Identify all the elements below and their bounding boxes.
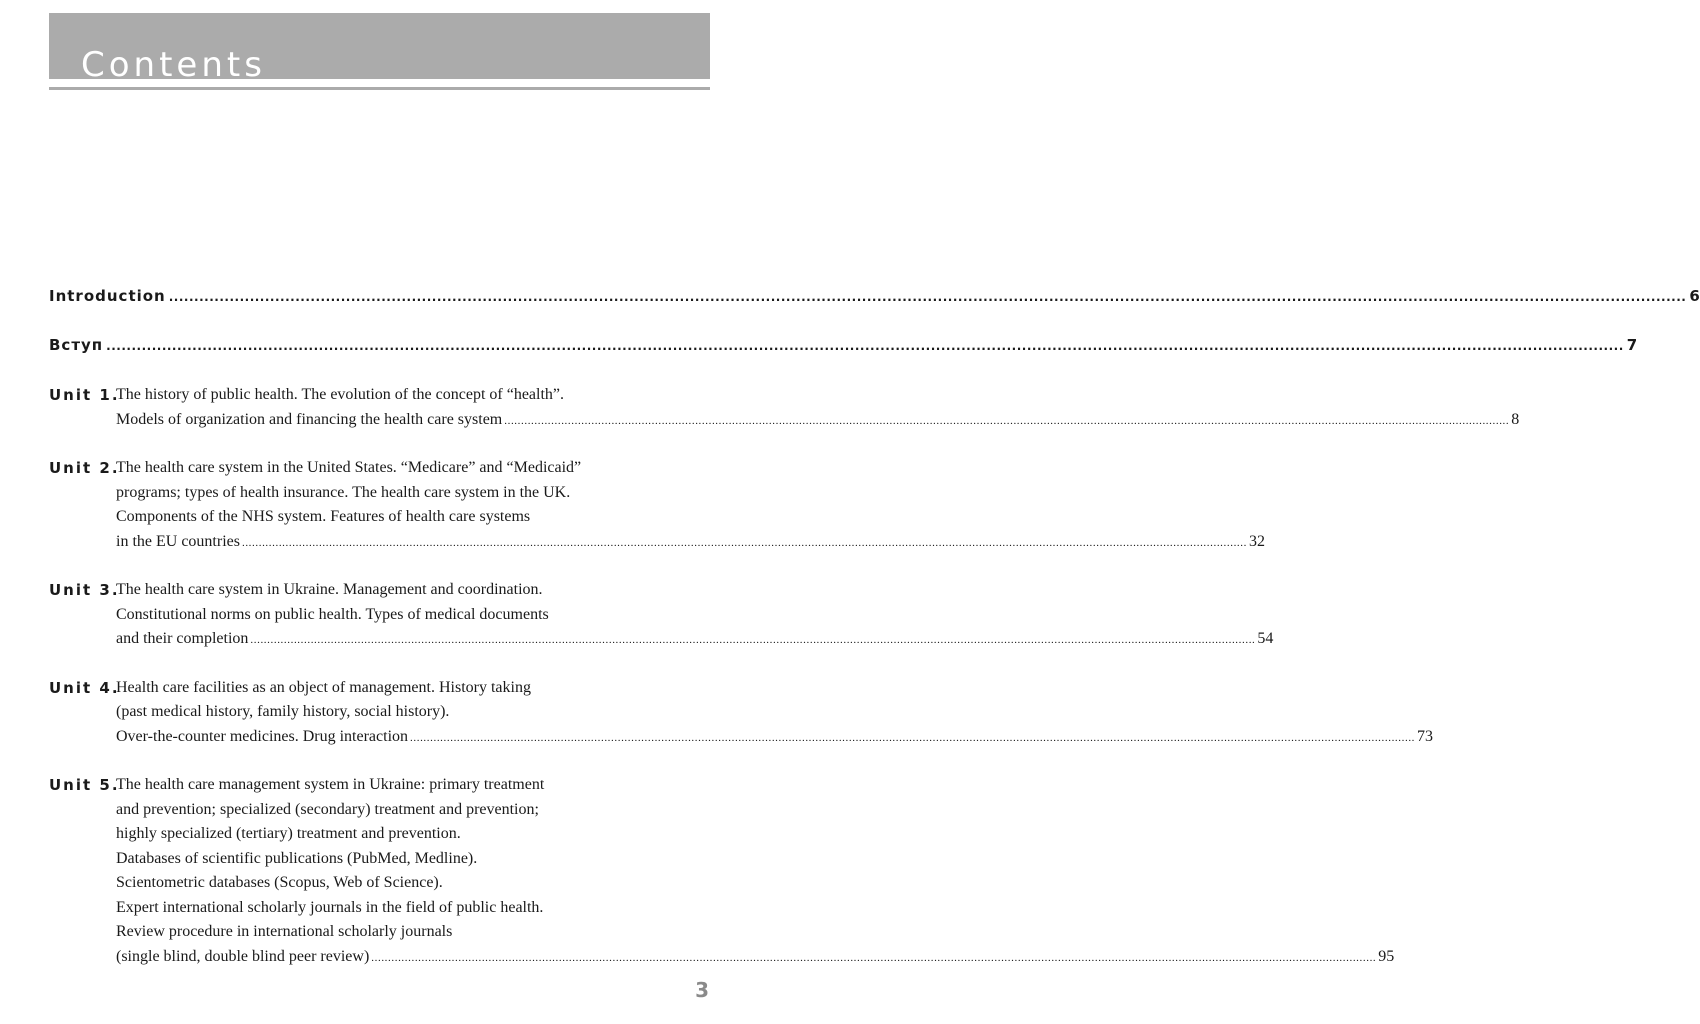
unit-title-line bbox=[116, 822, 710, 847]
unit-title-line bbox=[116, 530, 1265, 556]
dot-leader: ............................................................................................................................................................................................................................................................................................................ bbox=[371, 951, 1377, 964]
unit-title-line bbox=[116, 505, 710, 530]
unit-label: Unit 1. bbox=[49, 386, 120, 404]
unit-label: Unit 5. bbox=[49, 776, 120, 794]
entry-page-number: 73 bbox=[1417, 727, 1434, 745]
unit-title-text: The health care system in Ukraine. Management and coordination. bbox=[116, 581, 543, 598]
unit-title-line bbox=[116, 676, 710, 701]
unit-title-text: (past medical history, family history, social history). bbox=[116, 703, 450, 720]
unit-title-line bbox=[116, 871, 710, 896]
unit-title-text: Databases of scientific publications (PubMed, Medline). bbox=[116, 849, 478, 867]
toc-entry-unit-2[interactable] bbox=[49, 456, 1265, 555]
unit-title-line bbox=[116, 896, 710, 921]
toc-entry-unit-5[interactable] bbox=[49, 773, 1395, 970]
unit-label: Unit 4. bbox=[49, 678, 120, 697]
unit-title bbox=[116, 676, 1434, 751]
entry-page-number: 95 bbox=[1378, 947, 1395, 965]
toc-entry-introduction[interactable] bbox=[49, 287, 1700, 313]
unit-title-text: (single blind, double blind peer review) bbox=[116, 947, 370, 965]
toc-entry-unit-1[interactable] bbox=[49, 383, 1520, 433]
unit-title-text: Review procedure in international scholarly journals bbox=[116, 923, 453, 940]
toc-entry-unit-3[interactable] bbox=[49, 578, 1274, 653]
unit-title-text: highly specialized (tertiary) treatment and prevention. bbox=[116, 825, 461, 842]
table-of-contents bbox=[49, 287, 1700, 970]
toc-entry-unit-4[interactable] bbox=[49, 676, 1434, 751]
unit-list bbox=[49, 383, 1520, 970]
unit-title-line bbox=[116, 847, 710, 872]
unit-title-line bbox=[116, 920, 710, 945]
unit-title bbox=[116, 383, 1520, 433]
entry-page-number: 6 bbox=[1689, 287, 1700, 305]
dot-leader: ............................................................................................................................................................................................................................................................................................................ bbox=[106, 339, 1624, 353]
unit-title-text: The history of public health. The evolution of the concept of “health”. bbox=[116, 386, 565, 403]
unit-title-text: Constitutional norms on public health. Types of medical documents bbox=[116, 605, 549, 623]
unit-title-text: Health care facilities as an object of management. History taking bbox=[116, 678, 531, 696]
unit-title-line bbox=[116, 603, 710, 628]
header-band bbox=[49, 13, 710, 85]
unit-title-line bbox=[116, 773, 710, 798]
unit-title-line bbox=[116, 725, 1434, 751]
unit-title-line bbox=[116, 627, 1274, 653]
dot-leader: ............................................................................................................................................................................................................................................................................................................ bbox=[410, 731, 1416, 744]
unit-title-text: Scientometric databases (Scopus, Web of Science). bbox=[116, 874, 443, 891]
dot-leader: ............................................................................................................................................................................................................................................................................................................ bbox=[250, 634, 1256, 646]
unit-title-text: Components of the NHS system. Features of health care systems bbox=[116, 508, 531, 525]
unit-title-line bbox=[116, 798, 710, 823]
unit-title-text: Over-the-counter medicines. Drug interaction bbox=[116, 727, 409, 745]
unit-label: Unit 3. bbox=[49, 581, 120, 599]
entry-page-number: 7 bbox=[1626, 336, 1638, 354]
dot-leader: ............................................................................................................................................................................................................................................................................................................ bbox=[504, 414, 1510, 427]
entry-title: Вступ bbox=[49, 336, 104, 354]
unit-title-line bbox=[116, 408, 1520, 434]
entry-page-number: 54 bbox=[1257, 630, 1274, 647]
unit-title-text: The health care management system in Ukraine: primary treatment bbox=[116, 776, 545, 793]
page-number: 3 bbox=[695, 978, 709, 1002]
unit-title bbox=[116, 773, 1395, 970]
unit-title-text: in the EU countries bbox=[116, 532, 240, 550]
unit-title-text: Models of organization and financing the health care system bbox=[116, 410, 503, 428]
unit-label: Unit 2. bbox=[49, 459, 120, 477]
unit-title-line bbox=[116, 481, 710, 506]
page-title: Contents bbox=[81, 45, 266, 85]
entry-page-number: 32 bbox=[1248, 532, 1265, 550]
unit-title bbox=[116, 456, 1265, 555]
unit-title bbox=[116, 578, 1274, 653]
dot-leader: ............................................................................................................................................................................................................................................................................................................ bbox=[168, 290, 1687, 304]
dot-leader: ............................................................................................................................................................................................................................................................................................................ bbox=[241, 536, 1247, 549]
unit-title-line bbox=[116, 578, 710, 603]
unit-title-text: and their completion bbox=[116, 630, 249, 647]
unit-title-line bbox=[116, 700, 710, 725]
entry-title: Introduction bbox=[49, 287, 166, 305]
unit-title-text: programs; types of health insurance. The health care system in the UK. bbox=[116, 483, 571, 501]
unit-title-text: and prevention; specialized (secondary) treatment and prevention; bbox=[116, 800, 539, 818]
toc-entry-vstup[interactable] bbox=[49, 336, 1638, 362]
unit-title-line bbox=[116, 383, 710, 408]
unit-title-text: Expert international scholarly journals in the field of public health. bbox=[116, 898, 544, 916]
unit-title-line bbox=[116, 456, 710, 481]
unit-title-text: The health care system in the United States. “Medicare” and “Medicaid” bbox=[116, 459, 582, 476]
unit-title-line bbox=[116, 945, 1395, 971]
entry-page-number: 8 bbox=[1511, 410, 1520, 428]
header-rule bbox=[49, 87, 710, 90]
